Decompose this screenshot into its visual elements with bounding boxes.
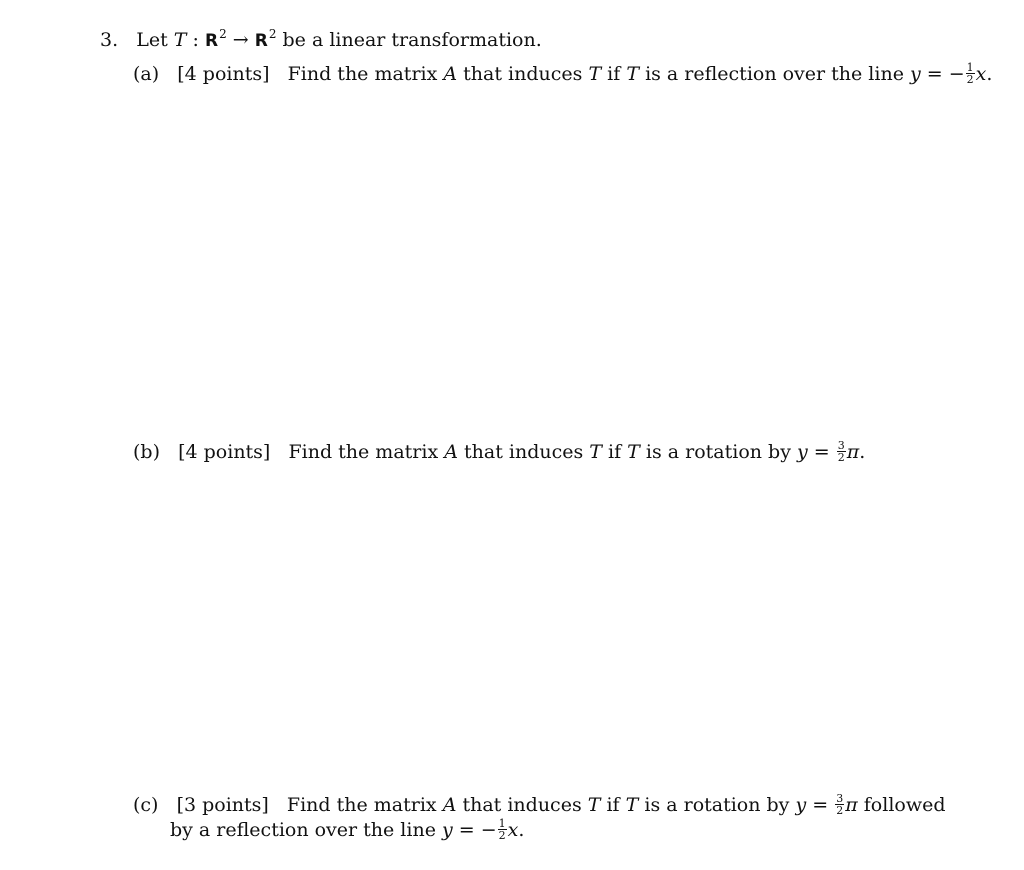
text: that induces [462,794,582,816]
text: followed [863,794,946,816]
text: if [606,794,620,816]
var-T: T [627,441,640,463]
var-T: T [587,794,601,816]
var-y: y [797,441,808,463]
var-T: T [625,794,639,816]
text: Find the matrix [286,794,437,816]
points: [3 points] [176,794,269,816]
denominator: 2 [837,450,845,464]
fraction [498,818,507,841]
period: . [859,441,866,463]
var-T: T [173,29,187,51]
points: [4 points] [177,63,270,85]
text: is a reflection over the line [645,63,904,85]
var-x: x [507,819,519,841]
denominator: 2 [966,72,974,86]
text: by a reflection over the line [170,819,436,841]
text: is a rotation by [645,441,791,463]
equals: = [813,441,830,463]
intro-suffix: be a linear transformation. [282,29,542,51]
numerator: 3 [836,791,844,805]
var-y: y [442,819,453,841]
set-R: R [254,31,268,51]
var-A: A [443,63,458,85]
part-label: (c) [133,794,159,816]
set-R: R [204,31,219,51]
var-T: T [589,441,602,463]
numerator: 1 [498,816,506,830]
part-label: (b) [133,441,160,463]
equals: = [812,794,829,816]
text: that induces [464,441,584,463]
equals-minus: = − [926,63,965,85]
var-T: T [626,63,640,85]
var-y: y [795,794,807,816]
equals-minus: = − [458,819,497,841]
denominator: 2 [498,828,506,842]
var-y: y [909,63,921,85]
numerator: 3 [837,438,845,452]
part-b [133,440,865,465]
text: is a rotation by [644,794,790,816]
problem-number: 3. [100,29,119,51]
text: if [607,63,621,85]
text: if [608,441,622,463]
problem-statement [100,28,542,54]
colon: : [192,29,199,51]
var-x: x [975,63,987,85]
numerator: 1 [966,60,974,74]
arrow: → [232,29,249,51]
part-c [133,793,946,818]
var-A: A [442,794,457,816]
text: Find the matrix [288,441,439,463]
period: . [518,819,525,841]
pi: π [845,794,858,816]
part-label: (a) [133,63,160,85]
pi: π [846,441,860,463]
text: that induces [463,63,583,85]
exponent: 2 [268,27,277,41]
intro-prefix: Let [136,29,168,51]
fraction [835,793,844,816]
var-T: T [588,63,602,85]
denominator: 2 [836,803,844,817]
text: Find the matrix [287,63,438,85]
var-A: A [444,441,458,463]
fraction [966,62,975,85]
part-c-line2 [170,818,524,843]
fraction [837,440,846,463]
exponent: 2 [219,27,227,41]
period: . [986,63,993,85]
points: [4 points] [178,441,271,463]
part-a [133,62,992,87]
